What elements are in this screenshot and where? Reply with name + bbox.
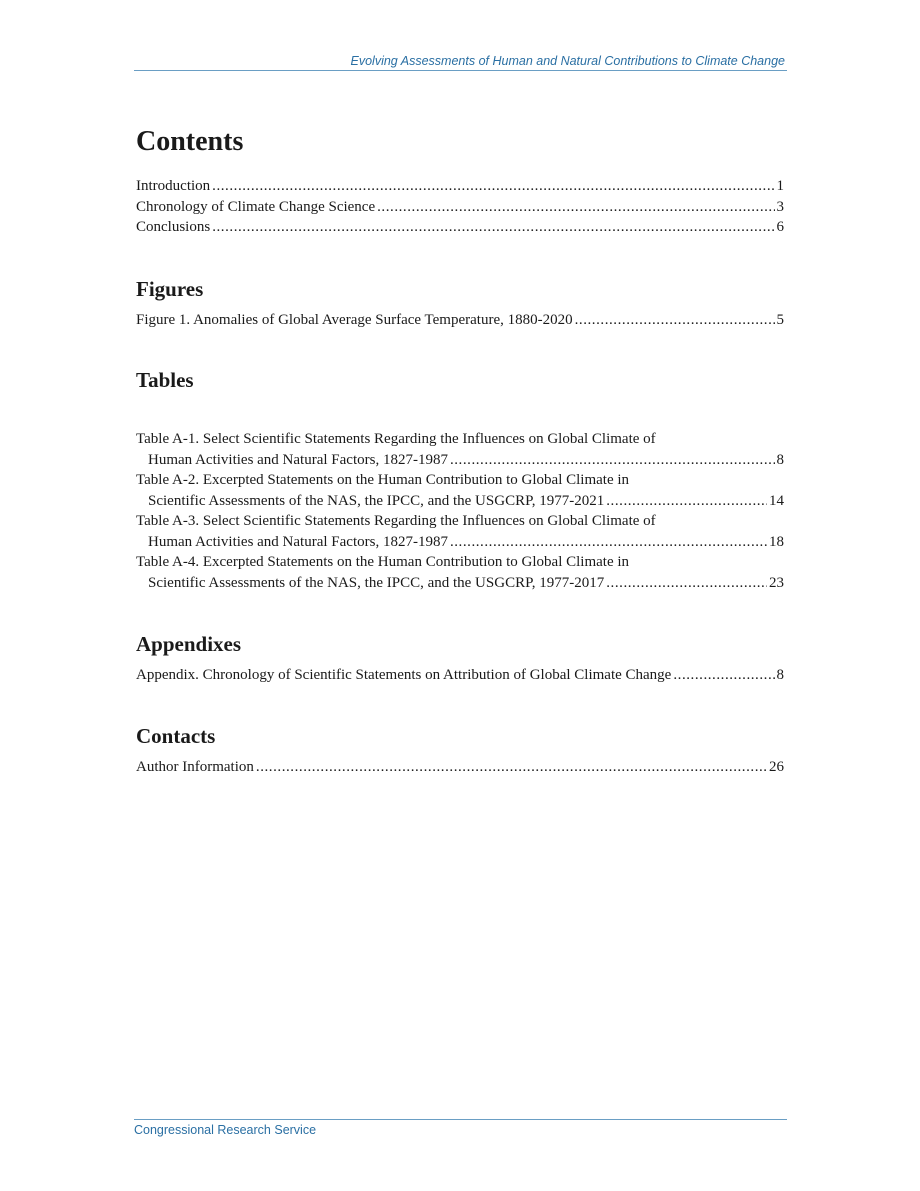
toc-entry-text-line2: Human Activities and Natural Factors, 1827-1987 — [148, 533, 448, 550]
contacts-list — [136, 757, 784, 778]
dot-leader — [575, 310, 775, 331]
toc-entry-chronology[interactable] — [136, 197, 784, 218]
dot-leader — [606, 491, 767, 512]
toc-entry-text: Figure 1. Anomalies of Global Average Surface Temperature, 1880-2020 — [136, 311, 573, 328]
toc-entry-figure-1[interactable] — [136, 310, 784, 331]
running-footer — [134, 1119, 787, 1137]
table-of-contents — [136, 124, 784, 777]
tables-heading: Tables — [136, 368, 194, 392]
dot-leader — [450, 450, 775, 471]
dot-leader — [606, 573, 767, 594]
dot-leader — [256, 757, 767, 778]
toc-entry-text-line2: Human Activities and Natural Factors, 1827-1987 — [148, 451, 448, 468]
contacts-heading: Contacts — [136, 723, 216, 748]
toc-entry-text: Introduction — [136, 178, 211, 194]
toc-page-number: 8 — [776, 667, 784, 683]
toc-page-number: 26 — [769, 758, 784, 775]
toc-entry-table-a-1[interactable] — [136, 429, 784, 470]
figures-heading: Figures — [136, 276, 204, 301]
toc-entry-text-line2: Scientific Assessments of the NAS, the IPCC, and the USGCRP, 1977-2021 — [148, 492, 605, 509]
toc-entry-text-line1: Table A-4. Excerpted Statements on the Human Contribution to Global Climate in — [136, 554, 630, 570]
toc-entry-table-a-4[interactable] — [136, 552, 784, 593]
toc-entry-table-a-2[interactable] — [136, 470, 784, 511]
appendixes-heading: Appendixes — [136, 632, 242, 656]
dot-leader — [212, 176, 774, 197]
running-header-title: Evolving Assessments of Human and Natural Contributions to Climate Change — [350, 54, 785, 68]
toc-entry-author-information[interactable] — [136, 757, 784, 778]
toc-entry-table-a-3[interactable] — [136, 511, 784, 552]
toc-page-number: 14 — [769, 492, 784, 509]
toc-page-number: 6 — [776, 219, 784, 235]
toc-page-number: 3 — [776, 198, 784, 215]
dot-leader — [450, 532, 767, 553]
toc-page-number: 8 — [776, 451, 784, 468]
toc-entry-text-line2: Scientific Assessments of the NAS, the IPCC, and the USGCRP, 1977-2017 — [148, 574, 605, 591]
running-header — [134, 54, 787, 71]
toc-entry-text: Author Information — [136, 758, 254, 775]
toc-entry-text: Chronology of Climate Change Science — [136, 198, 376, 215]
toc-entry-text: Conclusions — [136, 219, 211, 235]
dot-leader — [673, 665, 774, 686]
toc-page-number: 1 — [776, 178, 784, 194]
toc-entry-appendix[interactable] — [136, 665, 784, 686]
figures-list — [136, 310, 784, 331]
toc-entry-text-line1: Table A-1. Select Scientific Statements Regarding the Influences on Global Climate of — [136, 431, 656, 447]
contents-heading: Contents — [136, 126, 244, 157]
toc-page-number: 5 — [776, 311, 784, 328]
toc-entry-text: Appendix. Chronology of Scientific Statements on Attribution of Global Climate Change — [136, 667, 672, 683]
toc-entry-introduction[interactable] — [136, 176, 784, 197]
appendixes-list — [136, 665, 784, 686]
dot-leader — [377, 197, 774, 218]
toc-entry-conclusions[interactable] — [136, 217, 784, 238]
footer-organization: Congressional Research Service — [134, 1123, 317, 1137]
tables-list — [136, 429, 784, 593]
toc-page-number: 23 — [769, 574, 784, 591]
dot-leader — [212, 217, 774, 238]
toc-page-number: 18 — [769, 533, 784, 550]
toc-entry-text-line1: Table A-3. Select Scientific Statements Regarding the Influences on Global Climate of — [136, 513, 656, 529]
toc-entry-text-line1: Table A-2. Excerpted Statements on the Human Contribution to Global Climate in — [136, 472, 630, 488]
contents-list — [136, 176, 784, 238]
